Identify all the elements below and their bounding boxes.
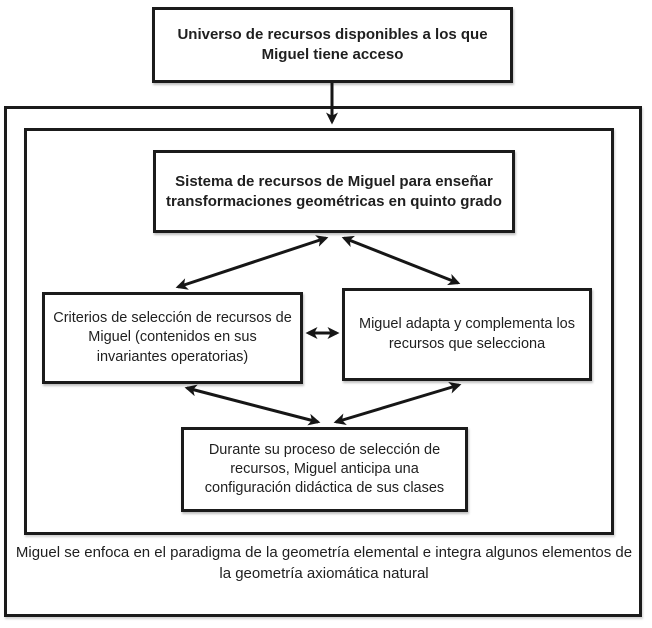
node-universo-box [152, 7, 513, 83]
node-universo-label: Universo de recursos disponibles a los que Miguel tiene acceso [177, 26, 488, 63]
diagram-caption: Miguel se enfoca en el paradigma de la geometría elemental e integra algunos elementos de la geometría axiomática natural [15, 544, 633, 582]
node-durante-label: Durante su proceso de selección de recursos, Miguel anticipa una configuración didáctica de sus clases [204, 441, 445, 497]
node-sistema-label: Sistema de recursos de Miguel para enseñar transformaciones geométricas en quinto grado [166, 172, 502, 210]
node-durante-box [181, 427, 468, 512]
node-adapta-box [342, 288, 592, 381]
node-sistema-box [153, 150, 515, 233]
node-adapta-label: Miguel adapta y complementa los recursos que selecciona [358, 316, 575, 352]
node-criterios-box [42, 292, 303, 384]
node-criterios-label: Criterios de selección de recursos de Miguel (contenidos en sus invariantes operatorias) [53, 310, 292, 365]
